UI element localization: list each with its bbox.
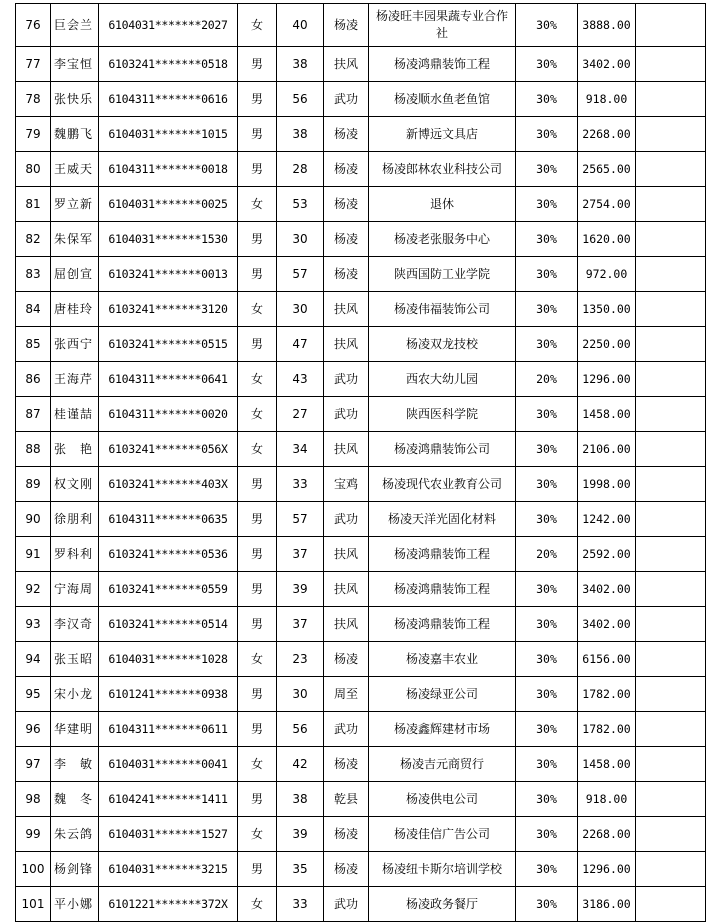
gender-cell: 男 [238, 152, 277, 187]
amount-cell: 2106.00 [578, 432, 636, 467]
row-number-cell: 85 [16, 327, 51, 362]
table-row [16, 327, 706, 362]
hometown-cell: 武功 [324, 397, 369, 432]
id-number-cell: 6104031*******1028 [99, 642, 238, 677]
amount-cell: 2565.00 [578, 152, 636, 187]
name-cell: 杨剑锋 [51, 852, 99, 887]
subsidy-rate-cell: 30% [516, 292, 578, 327]
gender-cell: 男 [238, 222, 277, 257]
name-cell: 桂谨喆 [51, 397, 99, 432]
hometown-cell: 扶风 [324, 432, 369, 467]
gender-cell: 男 [238, 257, 277, 292]
hometown-cell: 周至 [324, 677, 369, 712]
table-row [16, 782, 706, 817]
id-number-cell: 6101221*******372X [99, 887, 238, 922]
hometown-cell: 武功 [324, 82, 369, 117]
amount-cell: 972.00 [578, 257, 636, 292]
remarks-cell [636, 362, 706, 397]
remarks-cell [636, 537, 706, 572]
remarks-cell [636, 887, 706, 922]
employer-cell: 新博远文具店 [369, 117, 516, 152]
table-row [16, 117, 706, 152]
subsidy-rate-cell: 30% [516, 82, 578, 117]
amount-cell: 1782.00 [578, 677, 636, 712]
age-cell: 43 [277, 362, 324, 397]
remarks-cell [636, 712, 706, 747]
gender-cell: 女 [238, 187, 277, 222]
age-cell: 57 [277, 502, 324, 537]
remarks-cell [636, 782, 706, 817]
employer-cell: 杨凌纽卡斯尔培训学校 [369, 852, 516, 887]
subsidy-rate-cell: 30% [516, 712, 578, 747]
employer-cell: 杨凌鑫辉建材市场 [369, 712, 516, 747]
hometown-cell: 武功 [324, 887, 369, 922]
employer-cell: 陕西国防工业学院 [369, 257, 516, 292]
id-number-cell: 6104241*******1411 [99, 782, 238, 817]
age-cell: 38 [277, 782, 324, 817]
id-number-cell: 6104031*******0041 [99, 747, 238, 782]
table-row [16, 362, 706, 397]
amount-cell: 1998.00 [578, 467, 636, 502]
subsidy-rate-cell: 30% [516, 782, 578, 817]
name-cell: 张快乐 [51, 82, 99, 117]
name-cell: 徐朋利 [51, 502, 99, 537]
id-number-cell: 6104311*******0611 [99, 712, 238, 747]
subsidy-rate-cell: 30% [516, 852, 578, 887]
amount-cell: 3402.00 [578, 47, 636, 82]
amount-cell: 918.00 [578, 82, 636, 117]
gender-cell: 男 [238, 467, 277, 502]
age-cell: 33 [277, 887, 324, 922]
row-number-cell: 88 [16, 432, 51, 467]
hometown-cell: 武功 [324, 712, 369, 747]
remarks-cell [636, 852, 706, 887]
age-cell: 42 [277, 747, 324, 782]
name-cell: 罗科利 [51, 537, 99, 572]
amount-cell: 1458.00 [578, 747, 636, 782]
name-cell: 张玉昭 [51, 642, 99, 677]
amount-cell: 1296.00 [578, 852, 636, 887]
subsidy-rate-cell: 30% [516, 4, 578, 47]
name-cell: 唐桂玲 [51, 292, 99, 327]
name-cell: 王海芹 [51, 362, 99, 397]
id-number-cell: 6103241*******056X [99, 432, 238, 467]
employer-cell: 杨凌旺丰园果蔬专业合作社 [369, 4, 516, 47]
name-cell: 李 敏 [51, 747, 99, 782]
row-number-cell: 93 [16, 607, 51, 642]
id-number-cell: 6104311*******0641 [99, 362, 238, 397]
id-number-cell: 6103241*******3120 [99, 292, 238, 327]
subsidy-rate-cell: 30% [516, 257, 578, 292]
remarks-cell [636, 607, 706, 642]
employer-cell: 杨凌佳信广告公司 [369, 817, 516, 852]
subsidy-rate-cell: 30% [516, 817, 578, 852]
subsidy-rate-cell: 30% [516, 677, 578, 712]
hometown-cell: 杨凌 [324, 152, 369, 187]
remarks-cell [636, 292, 706, 327]
subsidy-rate-cell: 30% [516, 887, 578, 922]
gender-cell: 女 [238, 642, 277, 677]
amount-cell: 2754.00 [578, 187, 636, 222]
remarks-cell [636, 817, 706, 852]
name-cell: 屈创宣 [51, 257, 99, 292]
gender-cell: 男 [238, 537, 277, 572]
remarks-cell [636, 82, 706, 117]
remarks-cell [636, 222, 706, 257]
subsidy-rate-cell: 30% [516, 397, 578, 432]
row-number-cell: 87 [16, 397, 51, 432]
employer-cell: 杨凌鸿鼎装饰公司 [369, 432, 516, 467]
table-row [16, 152, 706, 187]
name-cell: 罗立新 [51, 187, 99, 222]
employer-cell: 杨凌嘉丰农业 [369, 642, 516, 677]
table-row [16, 502, 706, 537]
hometown-cell: 杨凌 [324, 222, 369, 257]
hometown-cell: 杨凌 [324, 642, 369, 677]
subsidy-rate-cell: 20% [516, 362, 578, 397]
gender-cell: 男 [238, 782, 277, 817]
amount-cell: 3888.00 [578, 4, 636, 47]
employer-cell: 杨凌供电公司 [369, 782, 516, 817]
row-number-cell: 95 [16, 677, 51, 712]
age-cell: 38 [277, 117, 324, 152]
table-row [16, 292, 706, 327]
row-number-cell: 101 [16, 887, 51, 922]
subsidy-rate-cell: 30% [516, 572, 578, 607]
gender-cell: 女 [238, 4, 277, 47]
remarks-cell [636, 432, 706, 467]
table-row [16, 712, 706, 747]
table-row [16, 397, 706, 432]
subsidy-rate-cell: 30% [516, 467, 578, 502]
table-row [16, 642, 706, 677]
age-cell: 53 [277, 187, 324, 222]
subsidy-rate-cell: 30% [516, 502, 578, 537]
amount-cell: 1296.00 [578, 362, 636, 397]
hometown-cell: 乾县 [324, 782, 369, 817]
table-row [16, 537, 706, 572]
name-cell: 李宝恒 [51, 47, 99, 82]
remarks-cell [636, 4, 706, 47]
row-number-cell: 83 [16, 257, 51, 292]
hometown-cell: 杨凌 [324, 117, 369, 152]
table-row [16, 572, 706, 607]
age-cell: 28 [277, 152, 324, 187]
age-cell: 30 [277, 292, 324, 327]
hometown-cell: 扶风 [324, 572, 369, 607]
employer-cell: 杨凌天洋光固化材料 [369, 502, 516, 537]
row-number-cell: 92 [16, 572, 51, 607]
row-number-cell: 96 [16, 712, 51, 747]
name-cell: 权文刚 [51, 467, 99, 502]
gender-cell: 女 [238, 397, 277, 432]
subsidy-rate-cell: 30% [516, 432, 578, 467]
subsidy-rate-cell: 30% [516, 642, 578, 677]
age-cell: 57 [277, 257, 324, 292]
id-number-cell: 6104311*******0635 [99, 502, 238, 537]
amount-cell: 2592.00 [578, 537, 636, 572]
name-cell: 宋小龙 [51, 677, 99, 712]
table-row [16, 467, 706, 502]
id-number-cell: 6104311*******0020 [99, 397, 238, 432]
gender-cell: 男 [238, 852, 277, 887]
table-row [16, 607, 706, 642]
row-number-cell: 100 [16, 852, 51, 887]
row-number-cell: 99 [16, 817, 51, 852]
employer-cell: 杨凌绿亚公司 [369, 677, 516, 712]
hometown-cell: 扶风 [324, 47, 369, 82]
table-row [16, 187, 706, 222]
employer-cell: 杨凌老张服务中心 [369, 222, 516, 257]
gender-cell: 男 [238, 712, 277, 747]
name-cell: 魏 冬 [51, 782, 99, 817]
row-number-cell: 86 [16, 362, 51, 397]
gender-cell: 男 [238, 502, 277, 537]
subsidy-rate-cell: 30% [516, 607, 578, 642]
age-cell: 30 [277, 677, 324, 712]
subsidy-rate-cell: 30% [516, 152, 578, 187]
name-cell: 宁海周 [51, 572, 99, 607]
id-number-cell: 6104031*******2027 [99, 4, 238, 47]
age-cell: 33 [277, 467, 324, 502]
hometown-cell: 杨凌 [324, 817, 369, 852]
employer-cell: 杨凌双龙技校 [369, 327, 516, 362]
gender-cell: 女 [238, 747, 277, 782]
age-cell: 37 [277, 537, 324, 572]
row-number-cell: 91 [16, 537, 51, 572]
amount-cell: 918.00 [578, 782, 636, 817]
remarks-cell [636, 187, 706, 222]
row-number-cell: 76 [16, 4, 51, 47]
row-number-cell: 78 [16, 82, 51, 117]
employer-cell: 杨凌鸿鼎装饰工程 [369, 537, 516, 572]
id-number-cell: 6104031*******0025 [99, 187, 238, 222]
age-cell: 40 [277, 4, 324, 47]
amount-cell: 1782.00 [578, 712, 636, 747]
remarks-cell [636, 747, 706, 782]
amount-cell: 1350.00 [578, 292, 636, 327]
row-number-cell: 84 [16, 292, 51, 327]
employer-cell: 西农大幼儿园 [369, 362, 516, 397]
gender-cell: 男 [238, 572, 277, 607]
row-number-cell: 97 [16, 747, 51, 782]
age-cell: 34 [277, 432, 324, 467]
name-cell: 魏鹏飞 [51, 117, 99, 152]
id-number-cell: 6103241*******0518 [99, 47, 238, 82]
gender-cell: 男 [238, 327, 277, 362]
row-number-cell: 94 [16, 642, 51, 677]
employer-cell: 杨凌鸿鼎装饰工程 [369, 607, 516, 642]
row-number-cell: 90 [16, 502, 51, 537]
table-row [16, 222, 706, 257]
age-cell: 38 [277, 47, 324, 82]
name-cell: 李汉奇 [51, 607, 99, 642]
age-cell: 56 [277, 712, 324, 747]
employer-cell: 杨凌现代农业教育公司 [369, 467, 516, 502]
amount-cell: 3402.00 [578, 572, 636, 607]
id-number-cell: 6104031*******1530 [99, 222, 238, 257]
id-number-cell: 6103241*******0515 [99, 327, 238, 362]
table-row [16, 47, 706, 82]
table-row [16, 4, 706, 47]
name-cell: 华建明 [51, 712, 99, 747]
hometown-cell: 扶风 [324, 537, 369, 572]
amount-cell: 1620.00 [578, 222, 636, 257]
id-number-cell: 6104031*******1015 [99, 117, 238, 152]
employer-cell: 杨凌鸿鼎装饰工程 [369, 572, 516, 607]
table-row [16, 677, 706, 712]
age-cell: 23 [277, 642, 324, 677]
name-cell: 平小娜 [51, 887, 99, 922]
remarks-cell [636, 327, 706, 362]
name-cell: 王威天 [51, 152, 99, 187]
name-cell: 朱云鸽 [51, 817, 99, 852]
gender-cell: 女 [238, 432, 277, 467]
remarks-cell [636, 467, 706, 502]
amount-cell: 1458.00 [578, 397, 636, 432]
age-cell: 30 [277, 222, 324, 257]
employer-cell: 杨凌伟福装饰公司 [369, 292, 516, 327]
table-row [16, 852, 706, 887]
id-number-cell: 6101241*******0938 [99, 677, 238, 712]
subsidy-rate-cell: 20% [516, 537, 578, 572]
subsidy-rate-cell: 30% [516, 327, 578, 362]
remarks-cell [636, 152, 706, 187]
employer-cell: 杨凌郎林农业科技公司 [369, 152, 516, 187]
id-number-cell: 6103241*******0559 [99, 572, 238, 607]
id-number-cell: 6103241*******0514 [99, 607, 238, 642]
row-number-cell: 81 [16, 187, 51, 222]
amount-cell: 2268.00 [578, 117, 636, 152]
id-number-cell: 6104031*******3215 [99, 852, 238, 887]
gender-cell: 女 [238, 292, 277, 327]
remarks-cell [636, 502, 706, 537]
id-number-cell: 6103241*******0536 [99, 537, 238, 572]
id-number-cell: 6103241*******0013 [99, 257, 238, 292]
hometown-cell: 扶风 [324, 292, 369, 327]
gender-cell: 女 [238, 362, 277, 397]
hometown-cell: 宝鸡 [324, 467, 369, 502]
subsidy-rate-cell: 30% [516, 187, 578, 222]
remarks-cell [636, 117, 706, 152]
hometown-cell: 杨凌 [324, 257, 369, 292]
remarks-cell [636, 47, 706, 82]
age-cell: 47 [277, 327, 324, 362]
hometown-cell: 扶风 [324, 327, 369, 362]
gender-cell: 男 [238, 47, 277, 82]
remarks-cell [636, 397, 706, 432]
row-number-cell: 98 [16, 782, 51, 817]
age-cell: 27 [277, 397, 324, 432]
remarks-cell [636, 642, 706, 677]
subsidy-rate-cell: 30% [516, 222, 578, 257]
row-number-cell: 89 [16, 467, 51, 502]
table-row [16, 817, 706, 852]
amount-cell: 3402.00 [578, 607, 636, 642]
age-cell: 37 [277, 607, 324, 642]
id-number-cell: 6104311*******0616 [99, 82, 238, 117]
gender-cell: 女 [238, 817, 277, 852]
table-row [16, 887, 706, 922]
name-cell: 巨会兰 [51, 4, 99, 47]
employer-cell: 杨凌顺水鱼老鱼馆 [369, 82, 516, 117]
subsidy-rate-cell: 30% [516, 47, 578, 82]
id-number-cell: 6104031*******1527 [99, 817, 238, 852]
employer-cell: 杨凌鸿鼎装饰工程 [369, 47, 516, 82]
gender-cell: 男 [238, 117, 277, 152]
age-cell: 39 [277, 817, 324, 852]
table-row [16, 747, 706, 782]
amount-cell: 1242.00 [578, 502, 636, 537]
name-cell: 张 艳 [51, 432, 99, 467]
hometown-cell: 杨凌 [324, 187, 369, 222]
gender-cell: 男 [238, 677, 277, 712]
table-row [16, 432, 706, 467]
name-cell: 朱保军 [51, 222, 99, 257]
remarks-cell [636, 572, 706, 607]
amount-cell: 3186.00 [578, 887, 636, 922]
employer-cell: 退休 [369, 187, 516, 222]
gender-cell: 男 [238, 607, 277, 642]
row-number-cell: 82 [16, 222, 51, 257]
remarks-cell [636, 257, 706, 292]
hometown-cell: 杨凌 [324, 852, 369, 887]
name-cell: 张西宁 [51, 327, 99, 362]
id-number-cell: 6104311*******0018 [99, 152, 238, 187]
row-number-cell: 80 [16, 152, 51, 187]
table-row [16, 257, 706, 292]
age-cell: 39 [277, 572, 324, 607]
hometown-cell: 武功 [324, 502, 369, 537]
employer-cell: 杨凌政务餐厅 [369, 887, 516, 922]
row-number-cell: 79 [16, 117, 51, 152]
hometown-cell: 武功 [324, 362, 369, 397]
age-cell: 56 [277, 82, 324, 117]
gender-cell: 男 [238, 82, 277, 117]
row-number-cell: 77 [16, 47, 51, 82]
gender-cell: 女 [238, 887, 277, 922]
employer-cell: 陕西医科学院 [369, 397, 516, 432]
age-cell: 35 [277, 852, 324, 887]
id-number-cell: 6103241*******403X [99, 467, 238, 502]
hometown-cell: 杨凌 [324, 4, 369, 47]
hometown-cell: 杨凌 [324, 747, 369, 782]
hometown-cell: 扶风 [324, 607, 369, 642]
employer-cell: 杨凌吉元商贸行 [369, 747, 516, 782]
remarks-cell [636, 677, 706, 712]
subsidy-rate-cell: 30% [516, 747, 578, 782]
amount-cell: 6156.00 [578, 642, 636, 677]
subsidy-table [15, 3, 706, 922]
subsidy-rate-cell: 30% [516, 117, 578, 152]
table-row [16, 82, 706, 117]
amount-cell: 2268.00 [578, 817, 636, 852]
amount-cell: 2250.00 [578, 327, 636, 362]
